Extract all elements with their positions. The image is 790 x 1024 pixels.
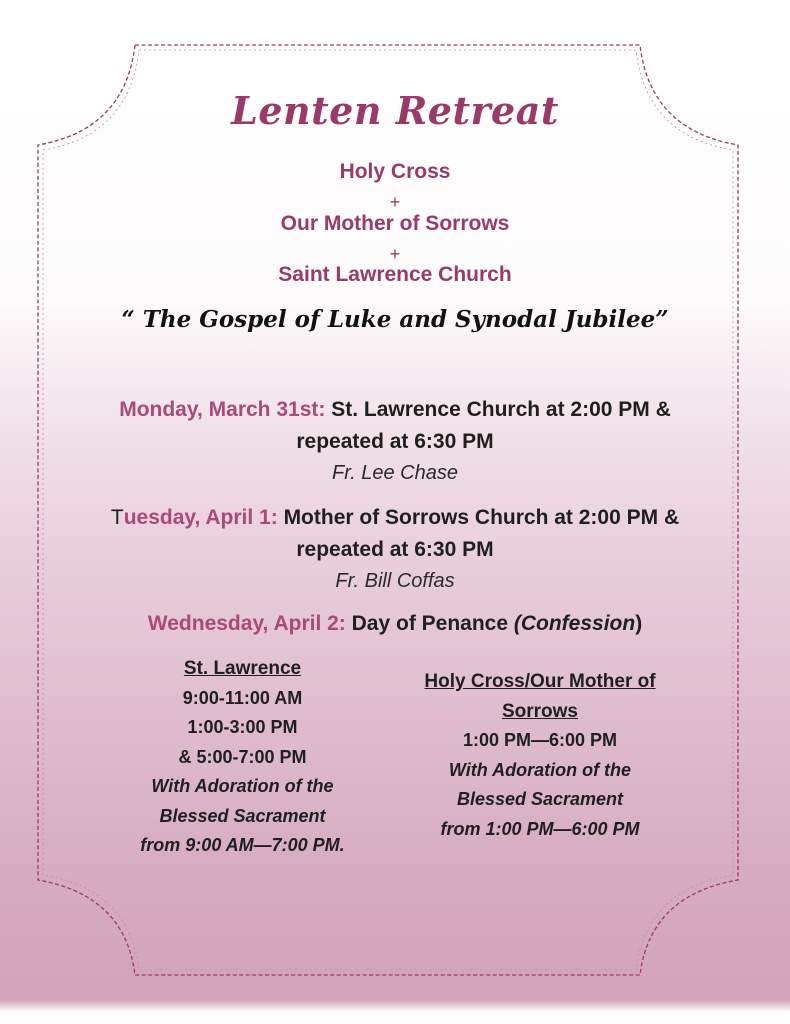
event-detail-close: ) xyxy=(635,612,643,635)
time-slot: & 5:00-7:00 PM xyxy=(178,746,307,767)
column-heading: Sorrows xyxy=(501,700,579,722)
time-slot: 9:00-11:00 AM xyxy=(182,687,303,708)
event-day: Monday, March 31st: xyxy=(119,398,326,421)
parish-saint-lawrence: Saint Lawrence Church xyxy=(278,263,512,286)
monday-priest: Fr. Lee Chase xyxy=(332,462,458,484)
adoration-note: With Adoration of the xyxy=(448,759,632,780)
tuesday-event xyxy=(40,502,750,566)
event-detail: St. Lawrence Church at 2:00 PM & xyxy=(325,398,671,421)
adoration-note: from 9:00 AM—7:00 PM. xyxy=(140,835,345,855)
plus-separator: + xyxy=(389,244,401,264)
parish-holy-cross: Holy Cross xyxy=(339,160,451,183)
event-detail: Mother of Sorrows Church at 2:00 PM & xyxy=(277,506,680,529)
column-heading: St. Lawrence xyxy=(183,658,302,679)
monday-event xyxy=(40,394,750,458)
confession-holy-cross-our-mother xyxy=(400,667,680,844)
event-day-initial: T xyxy=(110,506,124,529)
adoration-note: from 1:00 PM—6:00 PM xyxy=(440,818,640,839)
adoration-note: With Adoration of the xyxy=(151,776,334,796)
adoration-note: Blessed Sacrament xyxy=(456,789,624,809)
time-slot: 1:00-3:00 PM xyxy=(187,717,298,737)
retreat-title: Lenten Retreat xyxy=(231,88,559,133)
event-day: Wednesday, April 2: xyxy=(147,612,346,635)
retreat-theme: “ The Gospel of Luke and Synodal Jubilee” xyxy=(121,306,669,333)
event-detail-line2: repeated at 6:30 PM xyxy=(296,430,494,453)
time-slot: 1:00 PM—6:00 PM xyxy=(462,730,618,750)
wednesday-event xyxy=(40,608,750,640)
confession-st-lawrence xyxy=(100,654,385,861)
tuesday-priest: Fr. Bill Coffas xyxy=(335,570,455,592)
event-detail-italic: (Confession xyxy=(513,612,636,635)
event-day: uesday, April 1: xyxy=(123,506,278,529)
adoration-note: Blessed Sacrament xyxy=(159,805,326,826)
event-detail: Day of Penance xyxy=(345,612,514,635)
column-heading: Holy Cross/Our Mother of xyxy=(424,671,656,692)
plus-separator: + xyxy=(389,192,401,212)
event-detail-line2: repeated at 6:30 PM xyxy=(296,538,494,561)
parish-our-mother-of-sorrows: Our Mother of Sorrows xyxy=(280,212,510,235)
